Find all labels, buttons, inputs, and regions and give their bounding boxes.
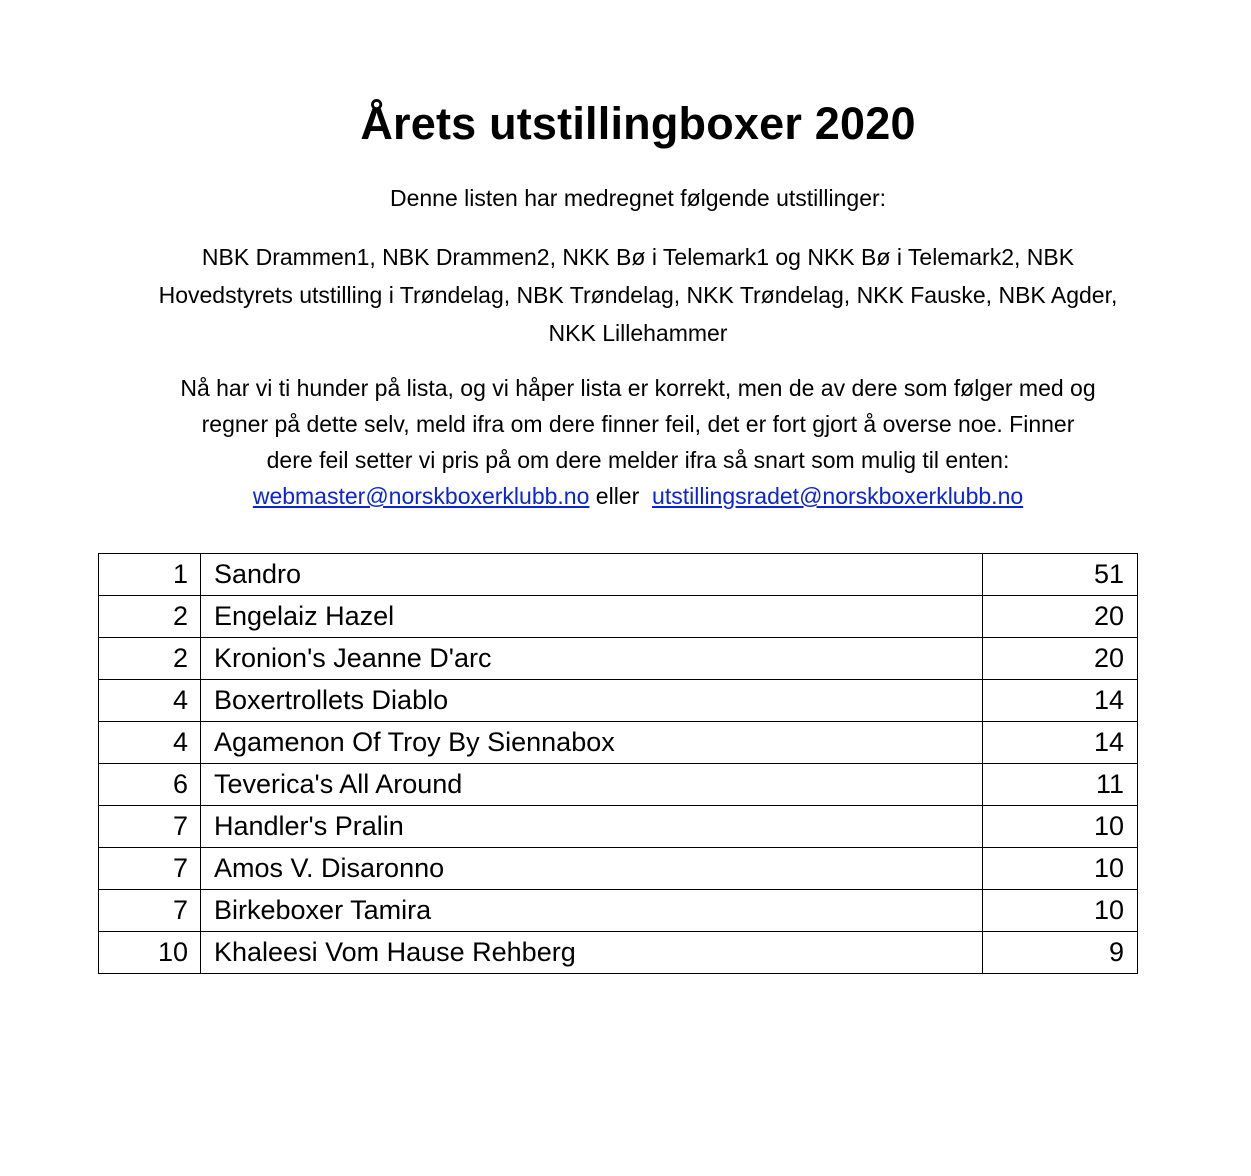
table-row [99,722,1138,764]
table-row [99,554,1138,596]
rank-cell: 4 [99,722,201,764]
show-list-line: NKK Lillehammer [548,320,728,346]
points-cell: 51 [983,554,1138,596]
show-list-line: Hovedstyrets utstilling i Trøndelag, NBK Trøndelag, NKK Trøndelag, NKK Fauske, NBK Agder, [158,282,1118,308]
points-cell: 14 [983,680,1138,722]
dog-name-cell: Birkeboxer Tamira [201,890,983,932]
notice-line: regner på dette selv, meld ifra om dere finner feil, det er fort gjort å overse noe. Finner [201,411,1075,437]
dog-name-cell: Amos V. Disaronno [201,848,983,890]
table-row [99,680,1138,722]
rank-cell: 7 [99,806,201,848]
dog-name-cell: Agamenon Of Troy By Siennabox [201,722,983,764]
table-row [99,848,1138,890]
points-cell: 10 [983,806,1138,848]
email-separator: eller [595,483,640,509]
rank-cell: 1 [99,554,201,596]
points-cell: 9 [983,932,1138,974]
table-row [99,596,1138,638]
webmaster-email-link[interactable]: webmaster@norskboxerklubb.no [252,483,590,509]
dog-name-cell: Engelaiz Hazel [201,596,983,638]
notice-line: Nå har vi ti hunder på lista, og vi håper lista er korrekt, men de av dere som følger med og [180,375,1096,401]
ranking-table [98,553,1138,974]
table-row [99,890,1138,932]
dog-name-cell: Boxertrollets Diablo [201,680,983,722]
notice-line: dere feil setter vi pris på om dere melder ifra så snart som mulig til enten: [266,447,1010,473]
dog-name-cell: Khaleesi Vom Hause Rehberg [201,932,983,974]
dog-name-cell: Sandro [201,554,983,596]
points-cell: 10 [983,848,1138,890]
rank-cell: 6 [99,764,201,806]
intro-text: Denne listen har medregnet følgende utstillinger: [389,185,887,211]
contact-line [98,478,1178,514]
table-row [99,806,1138,848]
show-list-line: NBK Drammen1, NBK Drammen2, NKK Bø i Telemark1 og NKK Bø i Telemark2, NBK [201,244,1075,270]
table-row [99,764,1138,806]
rank-cell: 2 [99,638,201,680]
points-cell: 20 [983,596,1138,638]
rank-cell: 7 [99,890,201,932]
dog-name-cell: Teverica's All Around [201,764,983,806]
utstillingsradet-email-link[interactable]: utstillingsradet@norskboxerklubb.no [652,483,1024,509]
dog-name-cell: Handler's Pralin [201,806,983,848]
table-row [99,932,1138,974]
points-cell: 11 [983,764,1138,806]
points-cell: 10 [983,890,1138,932]
points-cell: 14 [983,722,1138,764]
dog-name-cell: Kronion's Jeanne D'arc [201,638,983,680]
rank-cell: 7 [99,848,201,890]
rank-cell: 2 [99,596,201,638]
rank-cell: 10 [99,932,201,974]
rank-cell: 4 [99,680,201,722]
show-list [98,238,1178,352]
points-cell: 20 [983,638,1138,680]
table-row [99,638,1138,680]
notice-paragraph [98,370,1178,514]
page-title: Årets utstillingboxer 2020 [360,98,916,149]
